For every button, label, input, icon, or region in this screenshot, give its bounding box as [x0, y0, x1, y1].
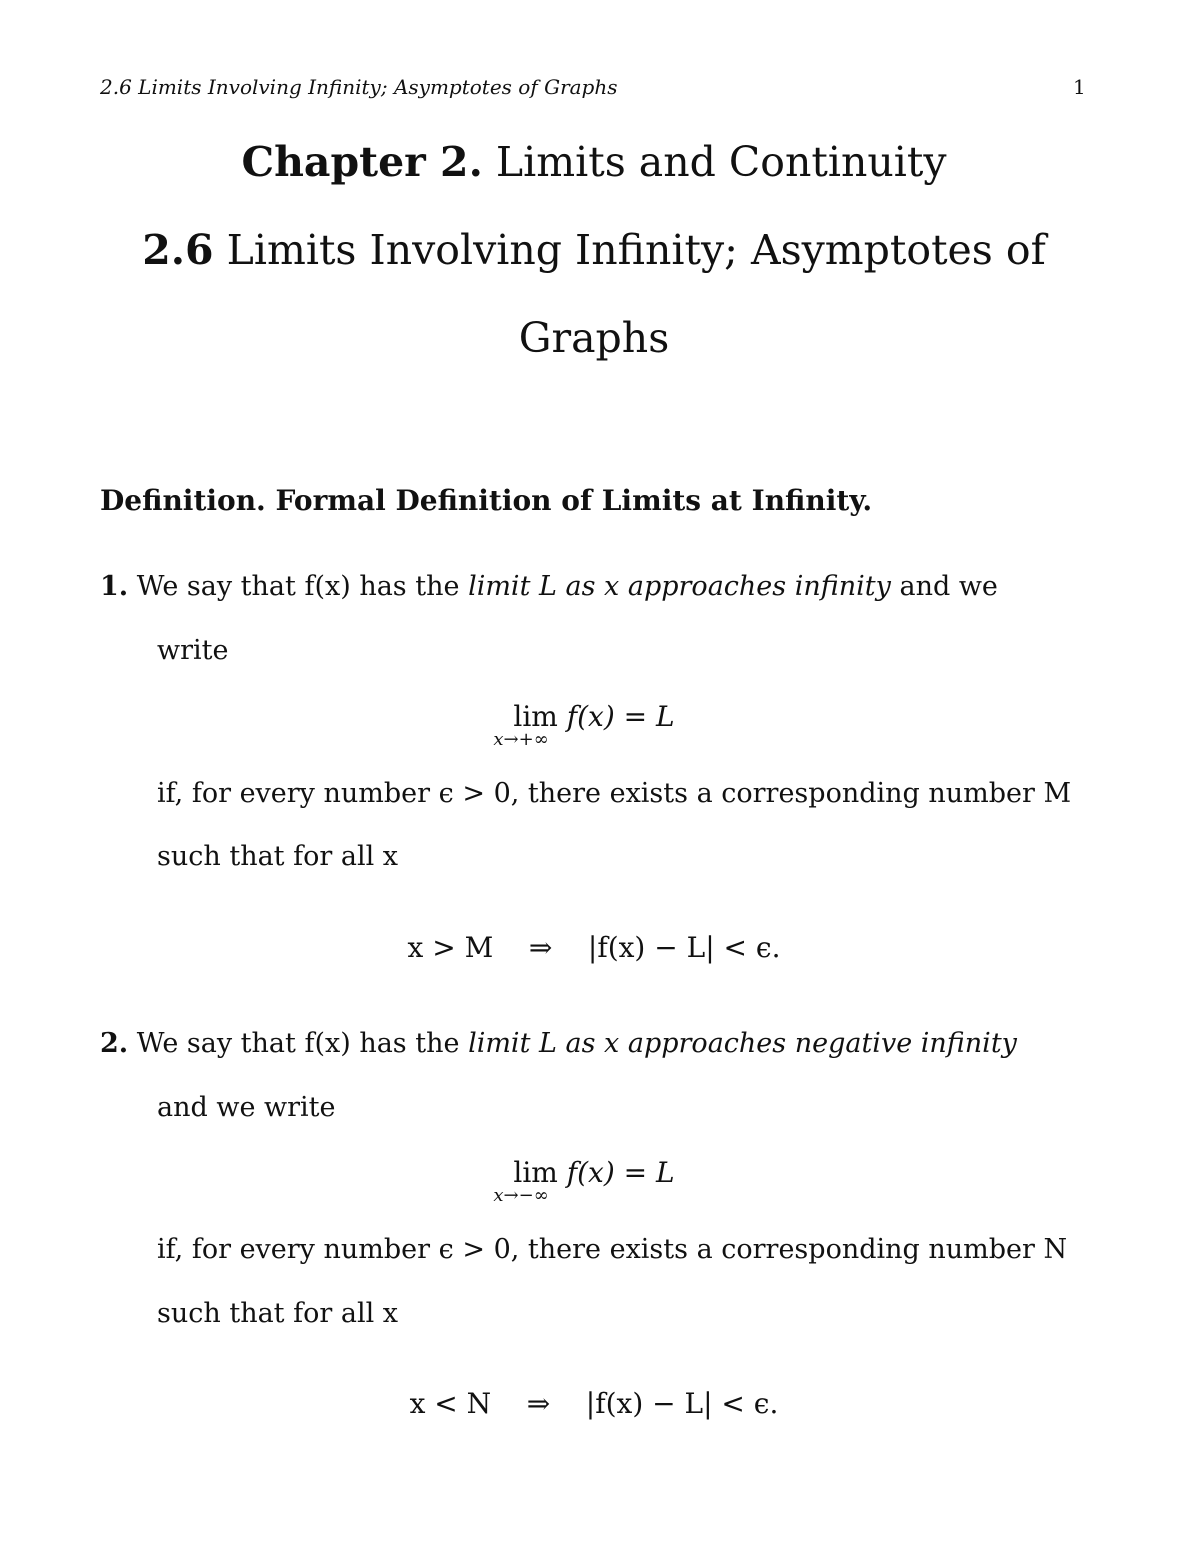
item2-emph: limit L as x approaches negative infinity — [468, 1028, 1017, 1059]
item2-condition-line1: if, for every number ϵ > 0, there exists a corresponding number N — [157, 1234, 1068, 1265]
item1-emph: limit L as x approaches infinity — [468, 571, 891, 602]
item1-first-line — [100, 573, 1088, 600]
item1-number: 1. — [100, 571, 129, 602]
item1-condition-line2: such that for all x — [157, 841, 399, 872]
item2-limit-equation — [0, 1156, 1188, 1206]
item2-pre: We say that f(x) has the — [136, 1028, 460, 1059]
section-name-line1: Limits Involving Infinity; Asymptotes of — [226, 226, 1046, 274]
page-number: 1 — [1073, 75, 1086, 99]
item2-lim-rhs: f(x) = L — [566, 1156, 675, 1189]
running-header: 2.6 Limits Involving Infinity; Asymptotes of Graphs — [100, 75, 618, 99]
item2-lim-subscript: x→−∞ — [493, 1185, 549, 1206]
chapter-name: Limits and Continuity — [495, 138, 947, 186]
definition-heading: Definition. Formal Definition of Limits at Infinity. — [100, 484, 873, 517]
item1-post: and we — [899, 571, 998, 602]
item1-condition-line1: if, for every number ϵ > 0, there exists a corresponding number M — [157, 778, 1072, 809]
chapter-title — [0, 138, 1188, 186]
item1-lim-rhs: f(x) = L — [566, 700, 675, 733]
section-title — [0, 226, 1188, 274]
section-number: 2.6 — [142, 226, 214, 274]
item2-first-line — [100, 1030, 1088, 1057]
item2-lim: lim — [513, 1156, 558, 1189]
item1-implication: x > M ⇒ |f(x) − L| < ϵ. — [407, 931, 781, 964]
item1-second-line: write — [157, 635, 229, 666]
item1-pre: We say that f(x) has the — [136, 571, 460, 602]
item1-lim: lim — [513, 700, 558, 733]
chapter-label: Chapter 2. — [241, 138, 483, 186]
item1-lim-subscript: x→+∞ — [493, 729, 549, 750]
item2-number: 2. — [100, 1028, 129, 1059]
item2-condition-line2: such that for all x — [157, 1298, 399, 1329]
item2-implication: x < N ⇒ |f(x) − L| < ϵ. — [409, 1387, 779, 1420]
item2-second-line: and we write — [157, 1092, 336, 1123]
section-title-line2: Graphs — [518, 314, 670, 362]
item1-limit-equation — [0, 700, 1188, 750]
